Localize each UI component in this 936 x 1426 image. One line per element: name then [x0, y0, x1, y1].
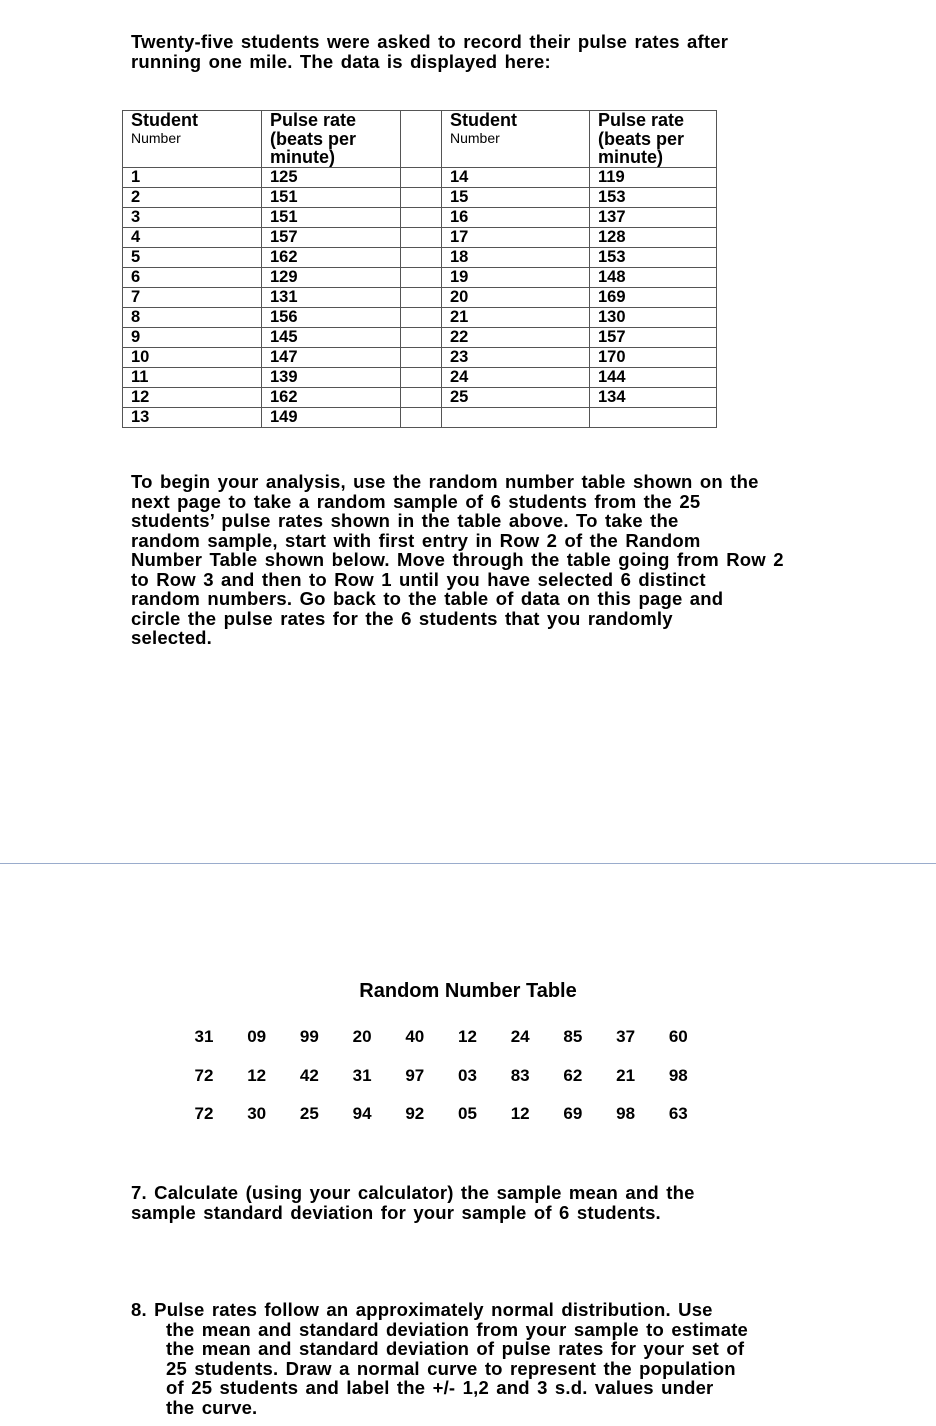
student-number-cell: 12 [123, 387, 262, 407]
student-number-cell: 23 [442, 347, 590, 367]
pulse-rate-cell: 148 [590, 267, 717, 287]
student-number-cell: 25 [442, 387, 590, 407]
pulse-rate-cell: 134 [590, 387, 717, 407]
random-number-cell: 72 [194, 1065, 214, 1085]
pulse-rate-cell: 162 [262, 247, 401, 267]
pulse-rate-cell: 169 [590, 287, 717, 307]
pulse-rate-cell: 128 [590, 227, 717, 247]
table-row [123, 207, 717, 227]
pulse-rate-cell: 149 [262, 407, 401, 427]
random-number-cell: 12 [247, 1065, 267, 1085]
spacer-cell [401, 287, 442, 307]
pulse-rate-cell: 129 [262, 267, 401, 287]
spacer-cell [401, 267, 442, 287]
spacer-cell [401, 207, 442, 227]
student-number-cell: 7 [123, 287, 262, 307]
question-7: 7. Calculate (using your calculator) the sample mean and the sample standard deviation for your sample of 6 students. [131, 1182, 695, 1223]
table-header-row [123, 111, 717, 168]
pulse-rate-cell: 153 [590, 247, 717, 267]
pulse-rate-cell: 156 [262, 307, 401, 327]
student-number-cell: 24 [442, 367, 590, 387]
pulse-rate-cell: 170 [590, 347, 717, 367]
spacer-cell [401, 167, 442, 187]
pulse-rate-cell: 162 [262, 387, 401, 407]
random-number-cell: 03 [458, 1065, 477, 1085]
pulse-rate-cell: 151 [262, 207, 401, 227]
pulse-rate-cell: 157 [262, 227, 401, 247]
random-number-cell: 99 [299, 1027, 319, 1046]
random-number-cell: 94 [352, 1104, 372, 1123]
student-number-cell: 17 [442, 227, 590, 247]
student-number-cell: 20 [442, 287, 590, 307]
table-row [123, 227, 717, 247]
pulse-rate-cell: 144 [590, 367, 717, 387]
student-number-cell [442, 407, 590, 427]
pulse-rate-cell: 147 [262, 347, 401, 367]
random-row-2 [178, 1066, 738, 1105]
student-number-cell: 22 [442, 327, 590, 347]
table-row [123, 267, 717, 287]
pulse-rate-cell: 137 [590, 207, 717, 227]
student-number-cell: 9 [123, 327, 262, 347]
header-spacer [401, 111, 442, 168]
random-number-cell: 25 [299, 1104, 319, 1123]
student-number-cell: 13 [123, 407, 262, 427]
random-number-cell: 37 [616, 1027, 636, 1046]
student-number-cell: 14 [442, 167, 590, 187]
pulse-rate-cell [590, 407, 717, 427]
pulse-rate-cell: 131 [262, 287, 401, 307]
header-pulse-right: Pulse rate (beats per minute) [590, 111, 717, 168]
header-student-left: Student Number [123, 111, 262, 168]
table-row [123, 367, 717, 387]
random-number-cell: 30 [247, 1104, 267, 1123]
random-number-cell: 12 [458, 1027, 477, 1046]
random-number-cell: 31 [352, 1065, 372, 1085]
student-number-cell: 18 [442, 247, 590, 267]
spacer-cell [401, 327, 442, 347]
table-row [123, 347, 717, 367]
random-number-cell: 92 [405, 1104, 425, 1123]
spacer-cell [401, 187, 442, 207]
pulse-rate-cell: 145 [262, 327, 401, 347]
random-row-3 [178, 1104, 738, 1143]
random-number-cell: 98 [616, 1104, 636, 1123]
spacer-cell [401, 407, 442, 427]
student-number-cell: 2 [123, 187, 262, 207]
student-number-cell: 4 [123, 227, 262, 247]
random-number-cell: 09 [247, 1027, 267, 1046]
random-number-cell: 24 [510, 1027, 530, 1046]
page-divider [0, 863, 936, 864]
pulse-rate-cell: 153 [590, 187, 717, 207]
random-number-cell: 40 [405, 1027, 425, 1046]
table-row [123, 187, 717, 207]
student-number-cell: 3 [123, 207, 262, 227]
pulse-rate-table [122, 110, 717, 428]
random-number-cell: 83 [510, 1065, 530, 1085]
random-number-cell: 97 [405, 1065, 425, 1085]
spacer-cell [401, 367, 442, 387]
spacer-cell [401, 227, 442, 247]
random-number-cell: 60 [668, 1027, 688, 1046]
pulse-rate-cell: 125 [262, 167, 401, 187]
student-number-cell: 15 [442, 187, 590, 207]
random-number-cell: 72 [194, 1104, 214, 1123]
instructions-paragraph: To begin your analysis, use the random number table shown on the next page to take a random sample of 6 students from the 25 students’ pulse rates shown in the table above. To take the random sample, start with first entry in Row 2 of the Random Number Table shown below. Move through the table going from Row 2 to Row 3 and then to Row 1 until you have selected 6 distinct random numbers. Go back to the table of data on this page and circle the pulse rates for the 6 students that you randomly selected. [131, 471, 784, 648]
student-number-cell: 5 [123, 247, 262, 267]
student-number-cell: 1 [123, 167, 262, 187]
table-row [123, 407, 717, 427]
spacer-cell [401, 347, 442, 367]
random-number-cell: 69 [563, 1104, 583, 1123]
table-row [123, 327, 717, 347]
random-number-table-title: Random Number Table [359, 980, 577, 1002]
student-number-cell: 19 [442, 267, 590, 287]
intro-paragraph: Twenty-five students were asked to record their pulse rates after running one mile. The data is displayed here: [131, 31, 729, 72]
header-pulse-left: Pulse rate (beats per minute) [262, 111, 401, 168]
random-number-cell: 21 [616, 1065, 636, 1085]
pulse-rate-cell: 139 [262, 367, 401, 387]
header-student-right: Student Number [442, 111, 590, 168]
pulse-rate-cell: 157 [590, 327, 717, 347]
student-number-cell: 16 [442, 207, 590, 227]
table-row [123, 167, 717, 187]
table-row [123, 247, 717, 267]
pulse-rate-cell: 130 [590, 307, 717, 327]
random-number-table [178, 1027, 738, 1143]
spacer-cell [401, 247, 442, 267]
question-8: 8. Pulse rates follow an approximately normal distribution. Use the mean and standard deviation from your sample to estimate the mean and standard deviation of pulse rates for your set of 25 students. Draw a normal curve to represent the population of 25 students and label the +/- 1,2 and 3 s.d. values under the curve. [131, 1299, 749, 1418]
pulse-rate-cell: 119 [590, 167, 717, 187]
student-number-cell: 21 [442, 307, 590, 327]
table-row [123, 387, 717, 407]
random-number-cell: 62 [563, 1065, 583, 1085]
spacer-cell [401, 387, 442, 407]
random-number-cell: 63 [668, 1104, 688, 1123]
student-number-cell: 8 [123, 307, 262, 327]
table-row [123, 287, 717, 307]
spacer-cell [401, 307, 442, 327]
student-number-cell: 6 [123, 267, 262, 287]
random-number-cell: 98 [668, 1065, 688, 1085]
student-number-cell: 10 [123, 347, 262, 367]
student-number-cell: 11 [123, 367, 262, 387]
random-number-cell: 42 [299, 1065, 319, 1085]
table-row [123, 307, 717, 327]
random-number-cell: 05 [458, 1104, 477, 1123]
random-number-cell: 12 [510, 1104, 530, 1123]
random-number-cell: 85 [563, 1027, 583, 1046]
random-number-cell: 20 [352, 1027, 372, 1046]
pulse-rate-cell: 151 [262, 187, 401, 207]
random-row-1 [178, 1027, 738, 1066]
random-number-cell: 31 [194, 1027, 214, 1046]
